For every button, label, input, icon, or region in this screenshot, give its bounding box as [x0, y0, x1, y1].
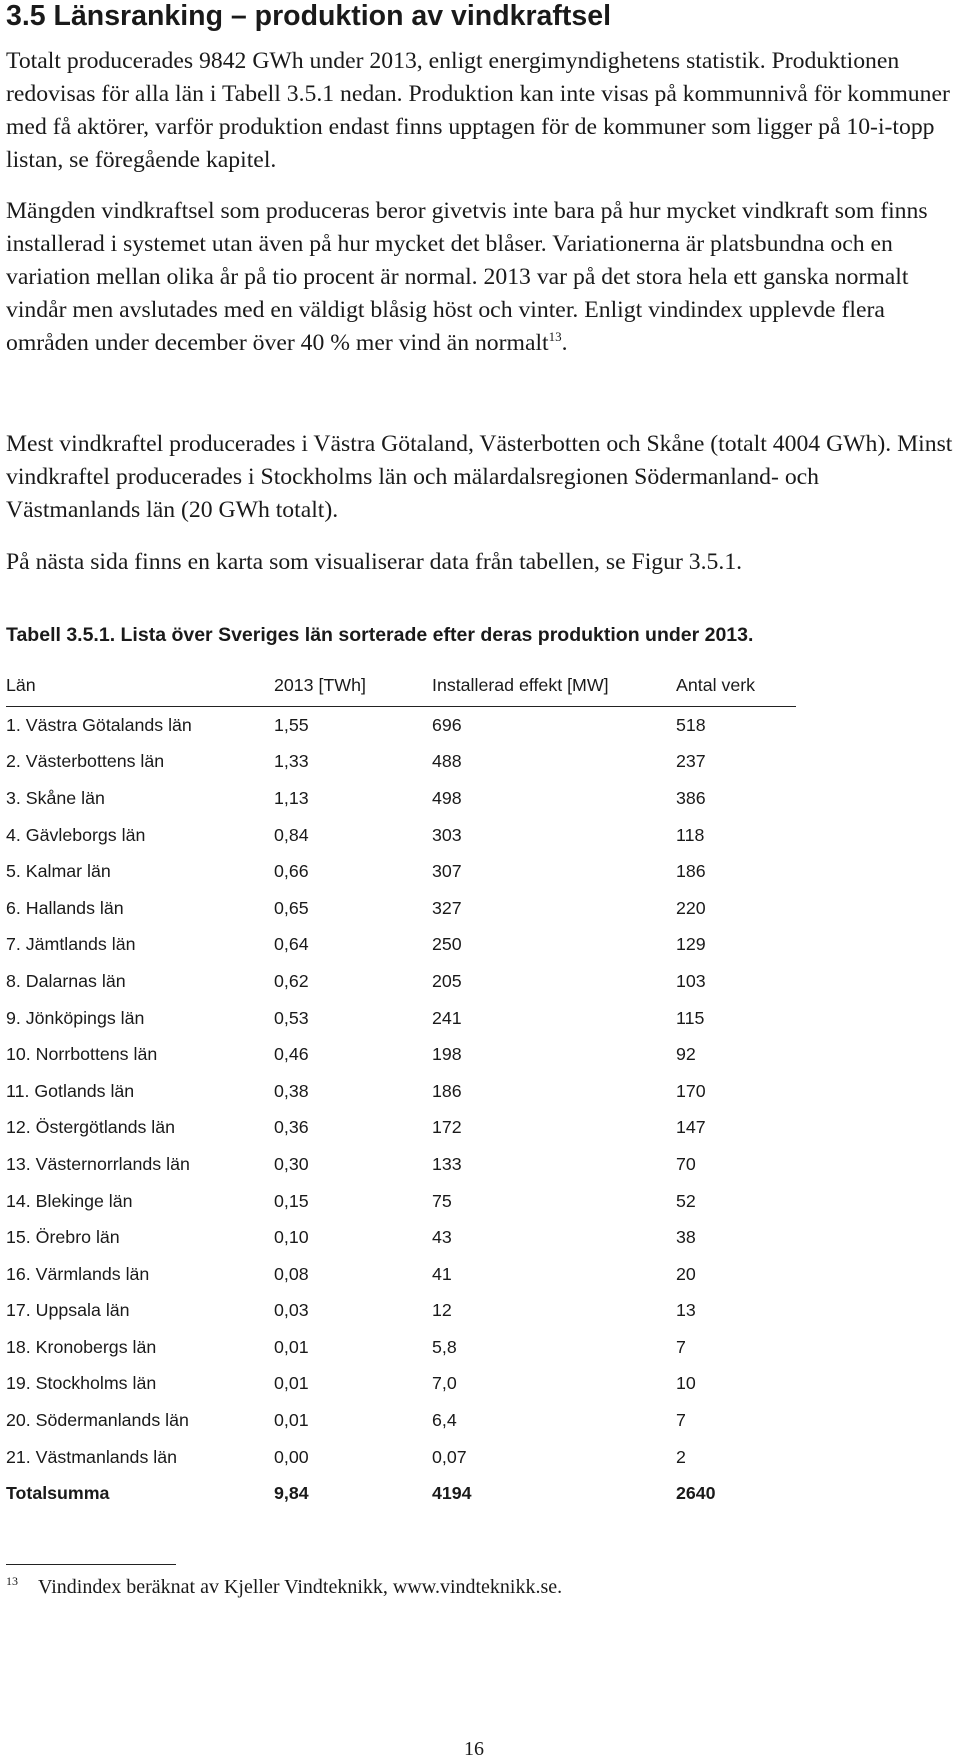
table-row	[6, 1293, 796, 1330]
cell-production: 1,33	[274, 751, 309, 772]
cell-production: 0,66	[274, 861, 309, 882]
header-county: Län	[6, 667, 274, 707]
cell-county: 20. Södermanlands län	[6, 1410, 189, 1431]
cell-installed-capacity: 696	[432, 714, 462, 735]
cell-production: 0,15	[274, 1190, 309, 1211]
cell-production: 1,13	[274, 787, 309, 808]
cell-turbine-count: 147	[676, 1117, 706, 1138]
cell-production: 0,00	[274, 1446, 309, 1467]
cell-production: 0,01	[274, 1373, 309, 1394]
table-row	[6, 1110, 796, 1147]
cell-county: 3. Skåne län	[6, 787, 105, 808]
table-row	[6, 817, 796, 854]
cell-installed-capacity: 498	[432, 787, 462, 808]
table-row	[6, 780, 796, 817]
cell-production: 0,01	[274, 1410, 309, 1431]
cell-county: 4. Gävleborgs län	[6, 824, 146, 845]
table-header-row	[6, 667, 796, 707]
cell-installed-capacity: 43	[432, 1227, 452, 1248]
cell-turbine-count: 220	[676, 897, 706, 918]
cell-installed-capacity: 307	[432, 861, 462, 882]
cell-turbine-count: 115	[676, 1007, 705, 1028]
cell-turbine-count: 70	[676, 1153, 696, 1174]
footnote-reference: 13	[548, 329, 562, 344]
cell-production: 0,46	[274, 1044, 309, 1065]
cell-county: 6. Hallands län	[6, 897, 124, 918]
table-body	[6, 707, 796, 1476]
cell-installed-capacity: 6,4	[432, 1410, 457, 1431]
total-turbine-count: 2640	[676, 1482, 716, 1503]
cell-installed-capacity: 133	[432, 1153, 462, 1174]
table-row	[6, 1073, 796, 1110]
paragraph-wind-variation-text: Mängden vindkraftsel som produceras beror givetvis inte bara på hur mycket vindkraft som finns installerad i systemet utan även på hur mycket det blåser. Variationerna är platsbundna och en variation mellan olika år på tio procent är normal. 2013 var på det stora hela ett ganska normalt vindår men avslutades med en väldigt blåsig höst och vinter. Enligt vindindex upplevde flera områden under december över 40 % mer vind än normalt	[6, 198, 928, 356]
cell-installed-capacity: 75	[432, 1190, 452, 1211]
section-heading: 3.5 Länsranking – produktion av vindkraftsel	[6, 0, 611, 32]
cell-turbine-count: 129	[676, 934, 706, 955]
cell-installed-capacity: 327	[432, 897, 462, 918]
cell-county: 11. Gotlands län	[6, 1080, 135, 1101]
cell-turbine-count: 7	[676, 1410, 686, 1431]
cell-county: 13. Västernorrlands län	[6, 1153, 190, 1174]
cell-installed-capacity: 7,0	[432, 1373, 457, 1394]
cell-production: 0,36	[274, 1117, 309, 1138]
paragraph-wind-variation	[6, 195, 954, 360]
cell-turbine-count: 518	[676, 714, 706, 735]
total-installed-capacity: 4194	[432, 1482, 472, 1503]
cell-county: 15. Örebro län	[6, 1227, 120, 1248]
cell-turbine-count: 118	[676, 824, 705, 845]
cell-county: 14. Blekinge län	[6, 1190, 133, 1211]
cell-production: 0,84	[274, 824, 309, 845]
cell-county: 12. Östergötlands län	[6, 1117, 176, 1138]
cell-turbine-count: 52	[676, 1190, 696, 1211]
total-production: 9,84	[274, 1482, 309, 1503]
cell-turbine-count: 237	[676, 751, 706, 772]
table-row	[6, 1402, 796, 1439]
cell-county: 10. Norrbottens län	[6, 1044, 158, 1065]
cell-installed-capacity: 205	[432, 970, 462, 991]
cell-turbine-count: 38	[676, 1227, 696, 1248]
total-label: Totalsumma	[6, 1482, 110, 1503]
table-row	[6, 1000, 796, 1037]
table-row	[6, 744, 796, 781]
header-installed-capacity: Installerad effekt [MW]	[432, 667, 676, 707]
cell-production: 0,53	[274, 1007, 309, 1028]
table-row	[6, 1036, 796, 1073]
cell-installed-capacity: 488	[432, 751, 462, 772]
cell-production: 0,01	[274, 1336, 309, 1357]
table-row	[6, 1329, 796, 1366]
paragraph-map-reference: På nästa sida finns en karta som visualiserar data från tabellen, se Figur 3.5.1.	[6, 549, 743, 575]
cell-installed-capacity: 241	[432, 1007, 462, 1028]
cell-production: 0,65	[274, 897, 309, 918]
footnote-text: Vindindex beräknat av Kjeller Vindteknikk, www.vindteknikk.se.	[38, 1576, 563, 1598]
cell-installed-capacity: 5,8	[432, 1336, 457, 1357]
paragraph-total-production: Totalt producerades 9842 GWh under 2013, enligt energimyndighetens statistik. Produktionen redovisas för alla län i Tabell 3.5.1 nedan. Produktion kan inte visas på kommunnivå för kommuner med få aktörer, varför produktion endast finns upptagen för de kommuner som ligger på 10-i-topp listan, se föregående kapitel.	[6, 48, 950, 173]
cell-installed-capacity: 0,07	[432, 1446, 467, 1467]
cell-turbine-count: 186	[676, 861, 706, 882]
paragraph-most-least: Mest vindkraftel producerades i Västra Götaland, Västerbotten och Skåne (totalt 4004 GWh). Minst vindkraftel producerades i Stockholms län och mälardalsregionen Södermanland- och Västmanlands län (20 GWh totalt).	[6, 431, 953, 523]
header-turbine-count: Antal verk	[676, 667, 796, 707]
cell-installed-capacity: 12	[432, 1300, 452, 1321]
table-row	[6, 707, 796, 744]
cell-turbine-count: 386	[676, 787, 706, 808]
cell-installed-capacity: 303	[432, 824, 462, 845]
header-production: 2013 [TWh]	[274, 667, 432, 707]
cell-county: 9. Jönköpings län	[6, 1007, 145, 1028]
cell-production: 0,62	[274, 970, 309, 991]
table-row	[6, 1146, 796, 1183]
cell-county: 17. Uppsala län	[6, 1300, 130, 1321]
table-row	[6, 1439, 796, 1476]
cell-production: 1,55	[274, 714, 309, 735]
cell-production: 0,10	[274, 1227, 309, 1248]
cell-production: 0,03	[274, 1300, 309, 1321]
cell-installed-capacity: 198	[432, 1044, 462, 1065]
cell-production: 0,08	[274, 1263, 309, 1284]
cell-county: 19. Stockholms län	[6, 1373, 157, 1394]
table-row	[6, 963, 796, 1000]
cell-installed-capacity: 172	[432, 1117, 462, 1138]
cell-installed-capacity: 250	[432, 934, 462, 955]
table-caption: Tabell 3.5.1. Lista över Sveriges län sorterade efter deras produktion under 2013.	[6, 624, 754, 646]
table-row	[6, 853, 796, 890]
table-row	[6, 1256, 796, 1293]
cell-installed-capacity: 186	[432, 1080, 462, 1101]
cell-turbine-count: 10	[676, 1373, 696, 1394]
footnote-number: 13	[6, 1574, 18, 1588]
county-production-table	[6, 667, 796, 1511]
cell-turbine-count: 92	[676, 1044, 696, 1065]
cell-turbine-count: 20	[676, 1263, 696, 1284]
cell-turbine-count: 170	[676, 1080, 706, 1101]
cell-turbine-count: 2	[676, 1446, 686, 1467]
cell-county: 2. Västerbottens län	[6, 751, 165, 772]
table-total-row	[6, 1475, 796, 1511]
cell-turbine-count: 7	[676, 1336, 686, 1357]
table-row	[6, 1366, 796, 1403]
table-row	[6, 1183, 796, 1220]
cell-installed-capacity: 41	[432, 1263, 452, 1284]
footnote-divider	[6, 1564, 176, 1565]
page-number: 16	[464, 1738, 484, 1760]
cell-county: 7. Jämtlands län	[6, 934, 136, 955]
cell-production: 0,38	[274, 1080, 309, 1101]
table-row	[6, 1219, 796, 1256]
cell-county: 16. Värmlands län	[6, 1263, 150, 1284]
table-row	[6, 927, 796, 964]
cell-county: 18. Kronobergs län	[6, 1336, 157, 1357]
table-row	[6, 890, 796, 927]
cell-turbine-count: 13	[676, 1300, 696, 1321]
cell-production: 0,30	[274, 1153, 309, 1174]
cell-county: 21. Västmanlands län	[6, 1446, 178, 1467]
cell-county: 1. Västra Götalands län	[6, 714, 192, 735]
cell-county: 5. Kalmar län	[6, 861, 111, 882]
cell-turbine-count: 103	[676, 970, 706, 991]
paragraph-wind-variation-end: .	[561, 330, 568, 356]
footnote	[6, 1574, 562, 1599]
cell-production: 0,64	[274, 934, 309, 955]
cell-county: 8. Dalarnas län	[6, 970, 126, 991]
